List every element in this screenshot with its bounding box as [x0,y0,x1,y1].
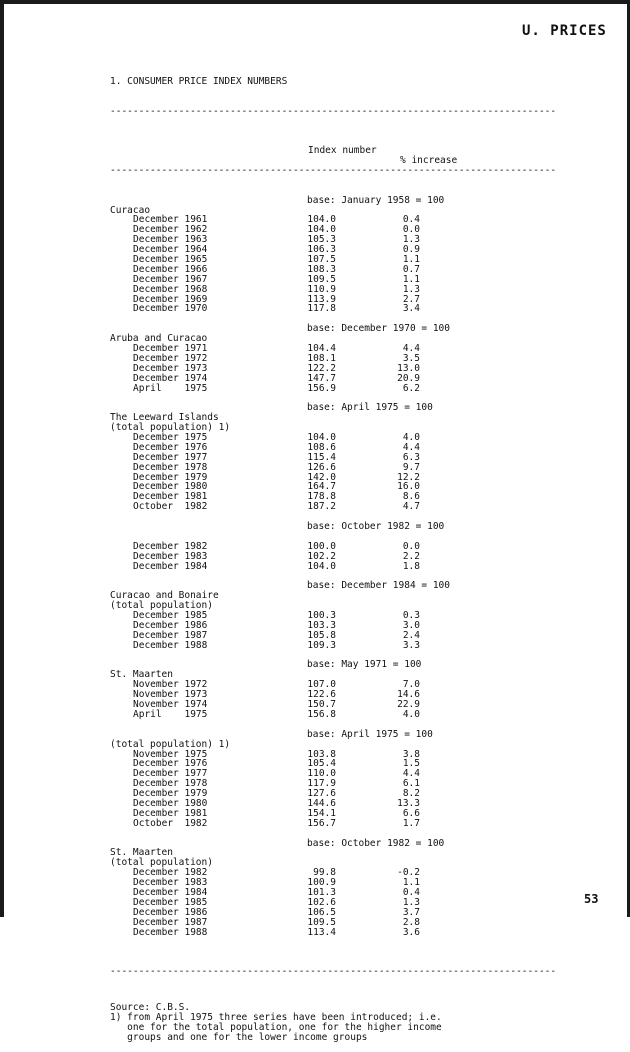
row-period: December 1978 [133,461,208,473]
table-row [110,819,490,829]
row-index-number: 100.9 [307,877,336,889]
row-index-number: 105.8 [307,629,336,641]
row-index-number: 142.0 [307,471,336,483]
row-index-number: 102.6 [307,896,336,908]
row-pct-increase: 1.1 [402,877,420,889]
region-label: (total population) [110,857,213,869]
row-period: December 1982 [133,540,208,552]
base-label: base: April 1975 = 100 [307,402,433,414]
row-period: December 1963 [133,234,208,246]
row-period: December 1970 [133,303,208,315]
region-label: (total population) 1) [110,422,231,434]
rule-header: ------------------------------------------------------------------------------ [110,164,557,176]
row-period: April 1975 [133,382,208,394]
row-pct-increase: 6.2 [402,382,420,394]
row-index-number: 104.0 [307,432,336,443]
region-label: (total population) 1) [110,738,231,750]
row-period: December 1987 [133,916,208,928]
row-period: December 1971 [133,342,208,354]
row-period: December 1985 [133,610,208,622]
row-period: December 1975 [133,432,208,443]
row-index-number: 150.7 [307,699,336,711]
row-index-number: 100.3 [307,610,336,622]
base-line [110,196,490,206]
row-period: December 1977 [133,768,208,780]
base-line [110,522,490,532]
region-label: Aruba and Curacao [110,333,208,345]
table-row [110,562,490,572]
row-period: December 1988 [133,926,208,938]
row-index-number: 101.3 [307,886,336,898]
row-pct-increase: 7.0 [402,679,420,691]
row-index-number: 99.8 [313,867,336,879]
row-index-number: 110.0 [307,768,336,780]
row-period: December 1980 [133,797,208,809]
note-text: Source: C.B.S. [110,1001,191,1013]
row-period: November 1974 [133,699,208,711]
row-index-number: 104.0 [307,214,336,226]
row-index-number: 122.2 [307,362,336,374]
section-spacer [110,720,490,730]
row-index-number: 178.8 [307,491,336,503]
note-text: groups and one for the lower income groups [110,1031,368,1043]
row-index-number: 109.5 [307,916,336,928]
region-label: Curacao and Bonaire [110,590,219,602]
row-pct-increase: 14.6 [397,689,420,701]
row-index-number: 104.4 [307,342,336,354]
row-period: November 1975 [133,748,208,760]
row-pct-increase: 20.9 [397,372,420,384]
row-pct-increase: -0.2 [397,867,420,879]
row-index-number: 115.4 [307,451,336,463]
row-pct-increase: 22.9 [397,699,420,711]
page-number: 53 [584,892,599,906]
row-pct-increase: 3.3 [402,639,420,651]
row-pct-increase: 0.7 [402,263,420,275]
row-period: December 1981 [133,807,208,819]
region-label: St. Maarten [110,847,173,859]
base-label: base: October 1982 = 100 [307,837,445,849]
row-period: December 1982 [133,867,208,879]
row-pct-increase: 8.2 [402,788,420,800]
row-index-number: 104.0 [307,224,336,236]
row-period: December 1976 [133,441,208,453]
row-index-number: 147.7 [307,372,336,384]
row-index-number: 113.9 [307,293,336,305]
row-pct-increase: 1.1 [402,273,420,285]
row-pct-increase: 3.0 [402,619,420,631]
row-index-number: 105.4 [307,758,336,770]
row-index-number: 110.9 [307,283,336,295]
table-row [110,928,490,938]
rule-bottom: ------------------------------------------------------------------------------ [110,966,557,978]
row-pct-increase: 1.3 [402,283,420,295]
row-period: December 1967 [133,273,208,285]
note-text: 1) from April 1975 three series have been introduced; i.e. [110,1011,442,1023]
row-index-number: 109.5 [307,273,336,285]
row-index-number: 104.0 [307,560,336,572]
row-period: December 1964 [133,244,208,256]
row-period: December 1965 [133,253,208,265]
row-index-number: 103.8 [307,748,336,760]
row-pct-increase: 0.3 [402,610,420,622]
column-headers [110,136,490,167]
row-period: December 1988 [133,639,208,651]
row-pct-increase: 4.0 [402,432,420,443]
row-period: December 1981 [133,491,208,503]
region-label: St. Maarten [110,669,173,681]
row-pct-increase: 6.1 [402,778,420,790]
row-index-number: 103.3 [307,619,336,631]
region-label: (total population) [110,600,213,612]
row-period: December 1986 [133,906,208,918]
table-row [110,710,490,720]
row-period: December 1961 [133,214,208,226]
row-pct-increase: 12.2 [397,471,420,483]
base-label: base: December 1984 = 100 [307,580,450,592]
row-period: December 1978 [133,778,208,790]
row-index-number: 108.3 [307,263,336,275]
row-period: December 1977 [133,451,208,463]
table-row [110,304,490,314]
table-body [110,196,490,948]
row-pct-increase: 1.3 [402,896,420,908]
row-pct-increase: 0.0 [402,224,420,236]
row-pct-increase: 0.9 [402,244,420,256]
region-label: Curacao [110,204,151,216]
table-title [110,77,490,87]
row-period: December 1979 [133,471,208,483]
row-index-number: 100.0 [307,540,336,552]
row-index-number: 105.3 [307,234,336,246]
row-index-number: 126.6 [307,461,336,473]
row-period: December 1983 [133,550,208,562]
row-pct-increase: 2.4 [402,629,420,641]
base-label: base: January 1958 = 100 [307,194,445,206]
base-label: base: December 1970 = 100 [307,323,450,335]
row-period: December 1966 [133,263,208,275]
row-index-number: 106.5 [307,906,336,918]
row-pct-increase: 4.4 [402,768,420,780]
row-period: November 1972 [133,679,208,691]
row-pct-increase: 6.3 [402,451,420,463]
row-index-number: 122.6 [307,689,336,701]
row-pct-increase: 2.8 [402,916,420,928]
row-period: December 1983 [133,877,208,889]
row-period: December 1976 [133,758,208,770]
row-period: December 1979 [133,788,208,800]
row-period: December 1973 [133,362,208,374]
section-spacer [110,651,490,661]
row-index-number: 107.5 [307,253,336,265]
row-index-number: 113.4 [307,926,336,938]
row-period: December 1986 [133,619,208,631]
row-period: December 1968 [133,283,208,295]
note-line [110,1033,490,1043]
row-pct-increase: 0.4 [402,214,420,226]
row-period: April 1975 [133,708,208,720]
row-period: December 1984 [133,560,208,572]
row-period: December 1987 [133,629,208,641]
row-index-number: 117.8 [307,303,336,315]
base-label: base: October 1982 = 100 [307,521,445,533]
row-index-number: 102.2 [307,550,336,562]
row-index-number: 156.9 [307,382,336,394]
header-pct-increase: % increase [400,155,458,167]
table-row [110,384,490,394]
row-period: December 1974 [133,372,208,384]
row-pct-increase: 13.3 [397,797,420,809]
scan-edge-left [0,0,4,917]
row-pct-increase: 1.3 [402,234,420,246]
row-index-number: 117.9 [307,778,336,790]
row-pct-increase: 3.6 [402,926,420,938]
row-pct-increase: 4.0 [402,708,420,720]
row-pct-increase: 1.5 [402,758,420,770]
row-period: December 1972 [133,352,208,364]
row-index-number: 154.1 [307,807,336,819]
row-pct-increase: 4.4 [402,441,420,453]
row-index-number: 108.6 [307,441,336,453]
section-spacer [110,393,490,403]
row-pct-increase: 2.2 [402,550,420,562]
row-index-number: 156.8 [307,708,336,720]
region-label: The Leeward Islands [110,412,219,424]
row-index-number: 144.6 [307,797,336,809]
section-header: U. PRICES [522,23,607,39]
header-index-number: Index number [308,145,377,157]
row-pct-increase: 4.4 [402,342,420,354]
row-index-number: 107.0 [307,679,336,691]
scan-edge-top [0,0,630,4]
row-pct-increase: 6.6 [402,807,420,819]
row-pct-increase: 4.7 [402,501,420,513]
table-row [110,641,490,651]
row-index-number: 127.6 [307,788,336,800]
row-period: December 1984 [133,886,208,898]
table-row [110,502,490,512]
row-pct-increase: 3.4 [402,303,420,315]
base-label: base: May 1971 = 100 [307,659,422,671]
row-pct-increase: 1.8 [402,560,420,572]
row-period: December 1985 [133,896,208,908]
row-index-number: 108.1 [307,352,336,364]
row-index-number: 156.7 [307,817,336,829]
row-pct-increase: 3.5 [402,352,420,364]
price-index-table [110,57,557,1052]
base-label: base: April 1975 = 100 [307,728,433,740]
title-text: 1. CONSUMER PRICE INDEX NUMBERS [110,75,288,87]
row-pct-increase: 3.7 [402,906,420,918]
row-pct-increase: 9.7 [402,461,420,473]
row-pct-increase: 2.7 [402,293,420,305]
table-notes [110,1003,490,1043]
row-pct-increase: 1.7 [402,817,420,829]
row-period: October 1982 [133,817,208,829]
section-spacer [110,937,490,947]
row-period: December 1962 [133,224,208,236]
row-index-number: 106.3 [307,244,336,256]
row-index-number: 109.3 [307,639,336,651]
row-pct-increase: 3.8 [402,748,420,760]
row-pct-increase: 0.0 [402,540,420,552]
row-pct-increase: 8.6 [402,491,420,503]
row-period: November 1973 [133,689,208,701]
row-pct-increase: 13.0 [397,362,420,374]
row-period: December 1969 [133,293,208,305]
row-pct-increase: 0.4 [402,886,420,898]
rule-top: ------------------------------------------------------------------------------ [110,105,557,117]
row-index-number: 164.7 [307,481,336,493]
note-text: one for the total population, one for the higher income [110,1021,442,1033]
row-pct-increase: 1.1 [402,253,420,265]
row-period: October 1982 [133,501,208,513]
row-index-number: 187.2 [307,501,336,513]
row-pct-increase: 16.0 [397,481,420,493]
row-period: December 1980 [133,481,208,493]
